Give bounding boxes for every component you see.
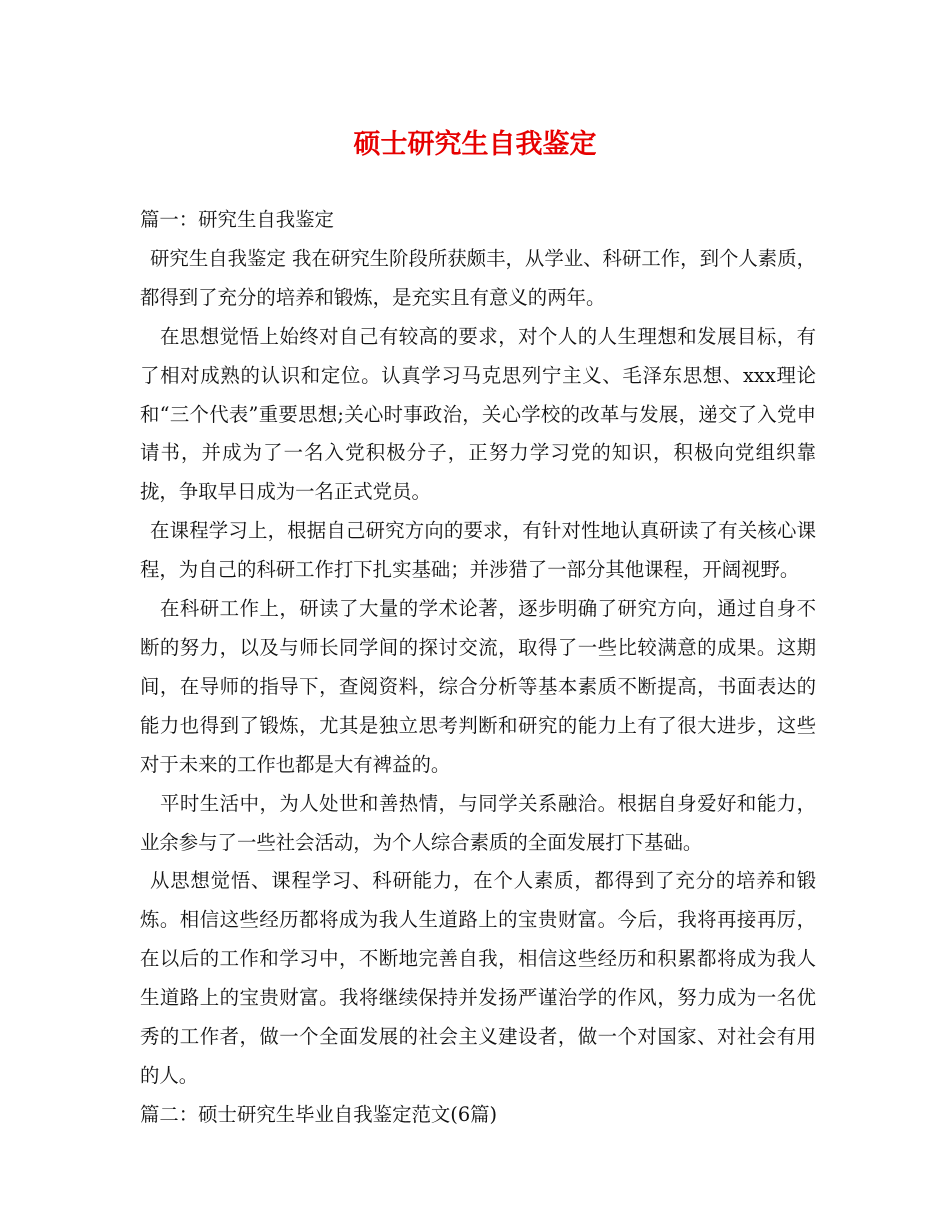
document-body	[140, 201, 816, 1135]
paragraph-section-heading-2: 篇二：硕士研究生毕业自我鉴定范文(6篇)	[140, 1102, 498, 1126]
paragraph-research: 在科研工作上，研读了大量的学术论著，逐步明确了研究方向，通过自身不断的努力，以及与师长同学间的探讨交流，取得了一些比较满意的成果。这期间，在导师的指导下，查阅资料，综合分析等基本素质不断提高，书面表达的能力也得到了锻炼，尤其是独立思考判断和研究的能力上有了很大进步，这些对于未来的工作也都是大有裨益的。	[140, 597, 816, 776]
paragraph-ideology: 在思想觉悟上始终对自己有较高的要求，对个人的人生理想和发展目标，有了相对成熟的认识和定位。认真学习马克思列宁主义、毛泽东思想、xxx理论和“三个代表”重要思想;关心时事政治，关心学校的改革与发展，递交了入党申请书，并成为了一名入党积极分子，正努力学习党的知识，积极向党组织靠拢，争取早日成为一名正式党员。	[140, 324, 816, 504]
paragraph-summary: 从思想觉悟、课程学习、科研能力，在个人素质，都得到了充分的培养和锻炼。相信这些经历都将成为我人生道路上的宝贵财富。今后，我将再接再厉，在以后的工作和学习中，不断地完善自我，相信这些经历和积累都将成为我人生道路上的宝贵财富。我将继续保持并发扬严谨治学的作风，努力成为一名优秀的工作者，做一个全面发展的社会主义建设者，做一个对国家、对社会有用的人。	[140, 869, 816, 1087]
document-title: 硕士研究生自我鉴定	[353, 129, 597, 160]
paragraph-section-heading-1: 篇一：研究生自我鉴定	[140, 208, 334, 231]
paragraph-intro: 研究生自我鉴定 我在研究生阶段所获颇丰，从学业、科研工作，到个人素质，都得到了充分的培养和锻炼，是充实且有意义的两年。	[140, 246, 816, 309]
paragraph-coursework: 在课程学习上，根据自己研究方向的要求，有针对性地认真研读了有关核心课程，为自己的科研工作打下扎实基础；并涉猎了一部分其他课程，开阔视野。	[140, 519, 816, 582]
paragraph-daily-life: 平时生活中，为人处世和善热情，与同学关系融洽。根据自身爱好和能力，业余参与了一些社会活动，为个人综合素质的全面发展打下基础。	[140, 791, 816, 854]
